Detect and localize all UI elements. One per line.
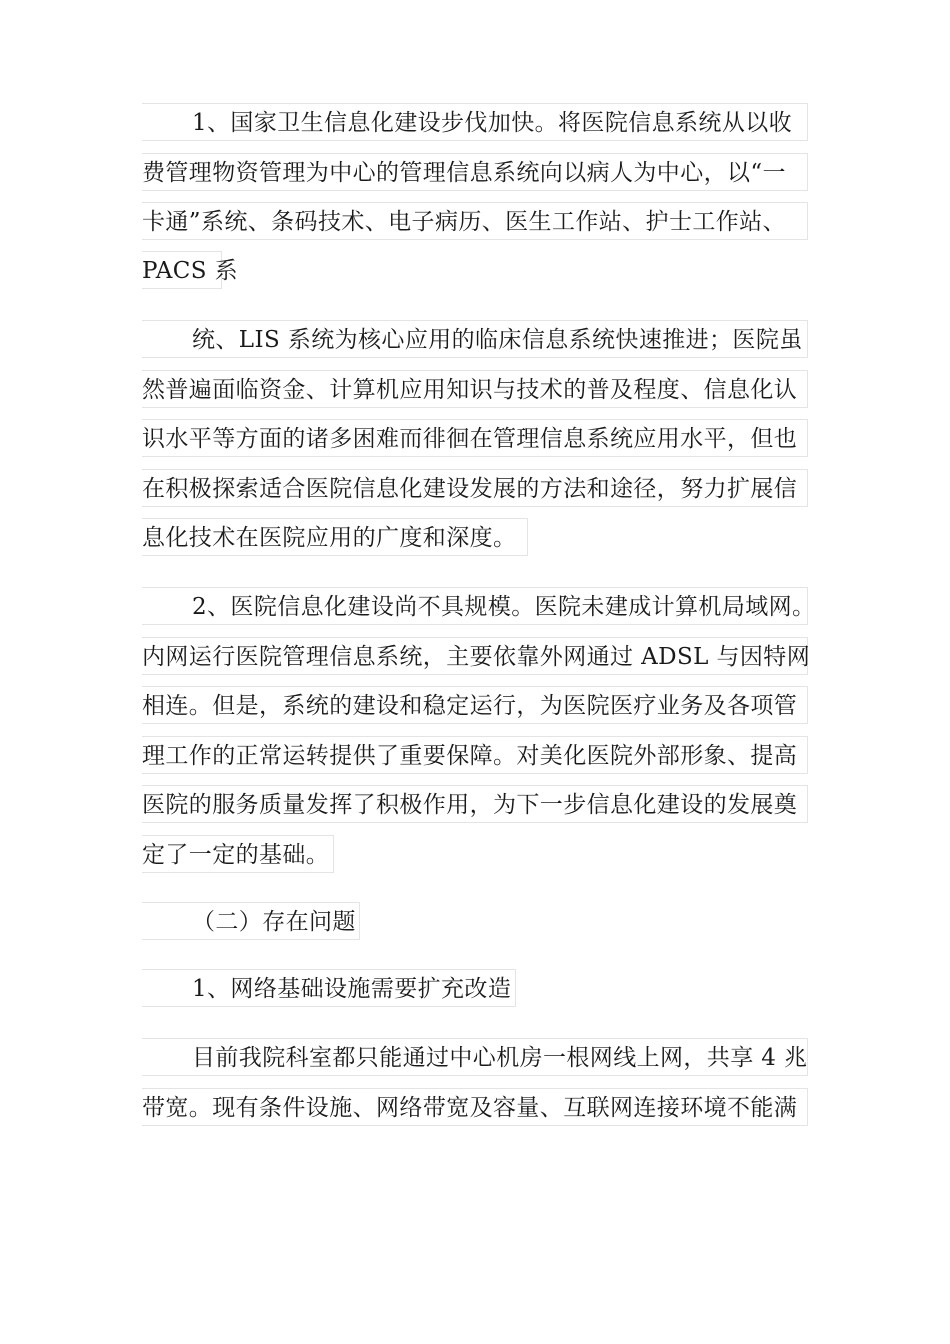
text-line: 在积极探索适合医院信息化建设发展的方法和途径，努力扩展信 [142,469,808,507]
text-line: 然普遍面临资金、计算机应用知识与技术的普及程度、信息化认 [142,370,808,408]
text-line: 目前我院科室都只能通过中心机房一根网线上网，共享 4 兆 [142,1038,808,1076]
text-line: 识水平等方面的诸多困难而徘徊在管理信息系统应用水平，但也 [142,419,808,457]
text-line: 卡通”系统、条码技术、电子病历、医生工作站、护士工作站、 [142,202,808,240]
text-line: PACS 系 [142,251,222,289]
text-line: 定了一定的基础。 [142,835,334,873]
text-line: 息化技术在医院应用的广度和深度。 [142,518,528,556]
text-line: 1、国家卫生信息化建设步伐加快。将医院信息系统从以收 [142,103,808,141]
subsection-heading: 1、网络基础设施需要扩充改造 [142,969,516,1007]
text-line: 带宽。现有条件设施、网络带宽及容量、互联网连接环境不能满 [142,1088,808,1126]
text-line: 医院的服务质量发挥了积极作用，为下一步信息化建设的发展奠 [142,785,808,823]
text-line: 理工作的正常运转提供了重要保障。对美化医院外部形象、提高 [142,736,808,774]
text-line: 相连。但是，系统的建设和稳定运行，为医院医疗业务及各项管 [142,686,808,724]
text-line: 2、医院信息化建设尚不具规模。医院未建成计算机局域网。 [142,587,808,625]
text-line: 统、LIS 系统为核心应用的临床信息系统快速推进；医院虽 [142,320,808,358]
section-heading: （二）存在问题 [142,902,360,940]
text-line: 费管理物资管理为中心的管理信息系统向以病人为中心，以“一 [142,153,808,191]
text-line: 内网运行医院管理信息系统，主要依靠外网通过 ADSL 与因特网 [142,637,808,675]
